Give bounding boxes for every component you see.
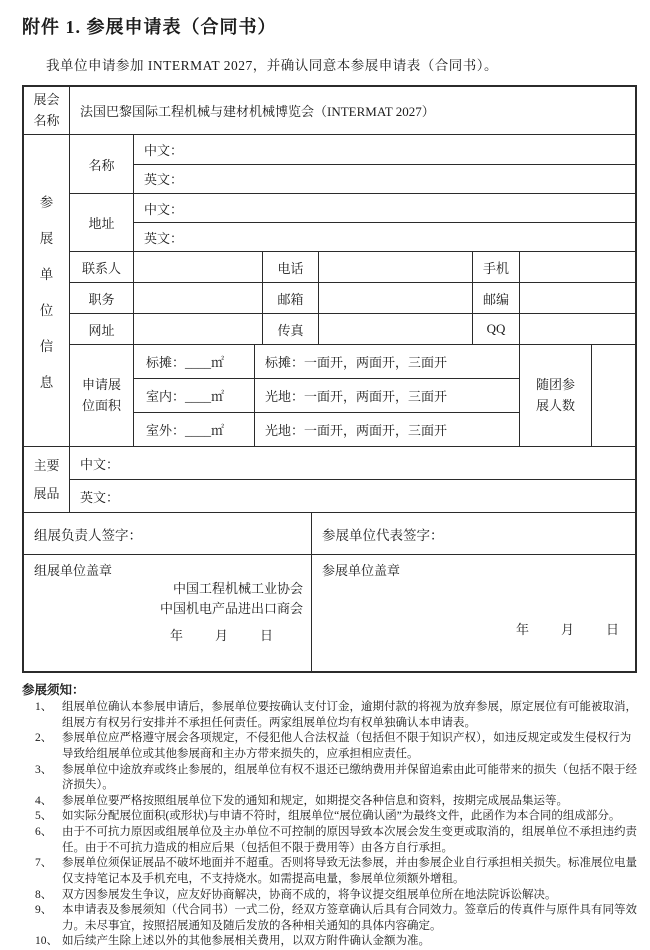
group-members-label — [519, 345, 591, 446]
note-text: 如后续产生除上述以外的其他参展相关费用，以双方附件确认金额为准。 — [62, 935, 430, 948]
note-number: 6、 — [35, 826, 53, 838]
seal-row — [24, 554, 635, 671]
indoor-raw-space-open-sides: 光地：一面开，两面开，三面开 — [254, 379, 519, 412]
exhibitor-notes-section — [22, 680, 639, 950]
group-members-label-line1: 随团参 — [535, 377, 575, 393]
exhibitor-date-field: 年 月 日 — [515, 622, 621, 637]
application-form-table — [22, 85, 637, 673]
group-members-field — [591, 345, 635, 446]
booth-area-option-row — [134, 412, 519, 446]
vlabel-char: 息 — [39, 374, 54, 390]
contact-person-label: 联系人 — [81, 260, 121, 276]
note-text: 如实际分配展位面积(或形状)与申请不符时，组展单位“展位确认函”为最终文件，此函作为本合同的组成部分。 — [62, 810, 621, 823]
organizer-seal-cell — [24, 555, 311, 671]
main-products-label-line2: 展品 — [33, 485, 60, 501]
phone-field — [318, 252, 472, 282]
postcode-label: 邮编 — [472, 283, 519, 313]
note-item — [35, 856, 639, 887]
company-address-en-field — [134, 222, 635, 251]
note-text: 参展单位要严格按照组展单位下发的通知和规定，如期提交各种信息和资料，按期完成展品集运等。 — [62, 794, 568, 807]
email-label: 邮箱 — [262, 283, 318, 313]
mobile-label: 手机 — [472, 252, 519, 282]
group-members-label-line2: 展人数 — [535, 397, 575, 413]
organizer-org-name-1: 中国工程机械工业协会 — [172, 581, 303, 596]
organizer-org-name-2: 中国机电产品进出口商会 — [159, 600, 303, 616]
postcode-field — [519, 283, 635, 313]
contact-row — [70, 313, 635, 344]
website-label: 网址 — [88, 322, 115, 338]
qq-label: QQ — [472, 314, 519, 344]
note-number: 4、 — [35, 794, 53, 807]
standard-booth-size-field: 标摊：____㎡ — [146, 355, 225, 370]
note-text: 参展单位应严格遵守展会各项规定，不侵犯他人合法权益（包括但不限于知识产权），如违反规定或发生侵权行为导致给组展单位或其他参展商和主办方带来损失的，应承担相应责任。 — [62, 732, 632, 760]
note-item — [35, 934, 639, 950]
note-text: 由于不可抗力原因或组展单位及主办单位不可控制的原因导致本次展会发生变更或取消的，组展单位不承担违约责任。由于不可抗力造成的相应后果（包括但不限于费用等）由各方自行承担。 — [62, 826, 637, 854]
vlabel-char: 信 — [39, 338, 54, 354]
note-item — [35, 809, 639, 825]
exhibition-name-row — [24, 87, 635, 134]
note-number: 5、 — [35, 810, 53, 823]
cn-prefix-label: 中文： — [144, 201, 184, 217]
note-number: 10、 — [35, 935, 58, 948]
note-item — [35, 888, 639, 904]
vlabel-char: 单 — [39, 266, 54, 282]
vlabel-char: 位 — [39, 302, 54, 318]
company-name-en-field — [134, 164, 635, 194]
contact-person-field — [133, 252, 262, 282]
organizer-seal-label: 组展单位盖章 — [34, 563, 113, 578]
notes-list — [22, 700, 639, 950]
booth-area-label — [70, 345, 133, 446]
job-title-field — [133, 283, 262, 313]
company-address-row — [70, 193, 635, 251]
exhibition-name-label-line2: 名称 — [33, 112, 60, 128]
note-item — [35, 794, 639, 810]
company-address-cn-field — [134, 194, 635, 222]
main-products-en-field — [70, 479, 635, 512]
website-field — [133, 314, 262, 344]
cn-prefix-label: 中文： — [80, 456, 120, 472]
note-item — [35, 700, 639, 731]
note-text: 组展单位确认本参展申请后，参展单位要按确认支付订金，逾期付款的将视为放弃参展，原定展位有可能被取消，组展方有权另行安排并不承担任何责任。两家组展单位均有权单独确认本申请表。 — [62, 701, 637, 729]
note-item — [35, 825, 639, 856]
booth-area-options — [133, 345, 519, 446]
exhibitor-signature-field: 参展单位代表签字： — [311, 513, 635, 554]
note-number: 9、 — [35, 904, 53, 917]
main-products-cn-field — [70, 447, 635, 479]
exhibition-name-label-line1: 展会 — [33, 92, 60, 108]
note-number: 1、 — [35, 701, 53, 713]
vlabel-char: 参 — [39, 194, 54, 210]
company-name-cn-field — [134, 135, 635, 164]
booth-area-option-row — [134, 378, 519, 412]
standard-booth-open-sides: 标摊：一面开，两面开，三面开 — [254, 345, 519, 378]
notes-title: 参展须知： — [22, 683, 85, 697]
booth-area-option-row — [134, 345, 519, 378]
note-text: 参展单位须保证展品不破坏地面并不超重。否则将导致无法参展，并由参展企业自行承担相关损失。标准展位电量仅支持笔记本及手机充电，不支持烧水。如需提高电量，参展单位须额外增租。 — [62, 857, 637, 885]
intro-statement: 我单位申请参加 INTERMAT 2027，并确认同意本参展申请表（合同书）。 — [46, 58, 499, 73]
fax-field — [318, 314, 472, 344]
note-number: 7、 — [35, 857, 53, 870]
note-item — [35, 731, 639, 762]
booth-area-row — [70, 344, 635, 446]
signature-row — [24, 512, 635, 554]
company-name-row — [70, 135, 635, 193]
note-text: 双方因参展发生争议，应友好协商解决，协商不成的，将争议提交组展单位所在地法院诉讼解决。 — [62, 888, 557, 901]
en-prefix-label: 英文： — [144, 230, 184, 246]
note-number: 2、 — [35, 732, 53, 745]
indoor-space-size-field: 室内：____㎡ — [146, 389, 225, 404]
exhibition-name-label — [24, 87, 69, 134]
document-title: 附件 1. 参展申请表（合同书） — [22, 17, 277, 37]
exhibitor-seal-label: 参展单位盖章 — [322, 563, 401, 578]
cn-prefix-label: 中文： — [144, 142, 184, 158]
main-products-label-line1: 主要 — [33, 458, 60, 474]
organizer-signature-field: 组展负责人签字： — [34, 527, 142, 543]
note-item — [35, 763, 639, 794]
contact-row — [70, 251, 635, 282]
note-text: 参展单位中途放弃或终止参展的，组展单位有权不退还已缴纳费用并保留追索由此可能带来的损失（包括不限于经济损失）。 — [62, 763, 637, 792]
exhibitor-info-vertical-label — [24, 135, 69, 446]
outdoor-raw-space-open-sides: 光地：一面开，两面开，三面开 — [254, 413, 519, 446]
note-number: 8、 — [35, 888, 53, 901]
exhibitor-info-body — [69, 135, 635, 446]
main-products-row — [24, 446, 635, 512]
mobile-field — [519, 252, 635, 282]
qq-field — [519, 314, 635, 344]
fax-label: 传真 — [262, 314, 318, 344]
company-address-label: 地址 — [88, 216, 115, 231]
exhibition-name-value: 法国巴黎国际工程机械与建材机械博览会（INTERMAT 2027） — [69, 87, 635, 134]
en-prefix-label: 英文： — [144, 172, 184, 188]
organizer-date-field: 年 月 日 — [169, 628, 275, 643]
exhibitor-seal-cell — [311, 555, 635, 671]
note-text: 本申请表及参展须知（代合同书）一式二份，经双方签章确认后具有合同效力。签章后的传真件与原件具有同等效力。未尽事宜，按照招展通知及随后发放的各种相关通知的具体内容确定。 — [62, 904, 637, 932]
company-name-label: 名称 — [88, 157, 115, 173]
vlabel-char: 展 — [39, 230, 54, 246]
note-number: 3、 — [35, 763, 53, 776]
job-title-label: 职务 — [88, 291, 115, 307]
exhibitor-info-section — [24, 134, 635, 446]
booth-area-label-line1: 申请展 — [81, 377, 121, 393]
phone-label: 电话 — [262, 252, 318, 282]
outdoor-space-size-field: 室外：____㎡ — [146, 423, 225, 438]
booth-area-label-line2: 位面积 — [81, 397, 121, 413]
main-products-label — [24, 447, 69, 512]
email-field — [318, 283, 472, 313]
en-prefix-label: 英文： — [80, 489, 120, 505]
contact-row — [70, 282, 635, 313]
